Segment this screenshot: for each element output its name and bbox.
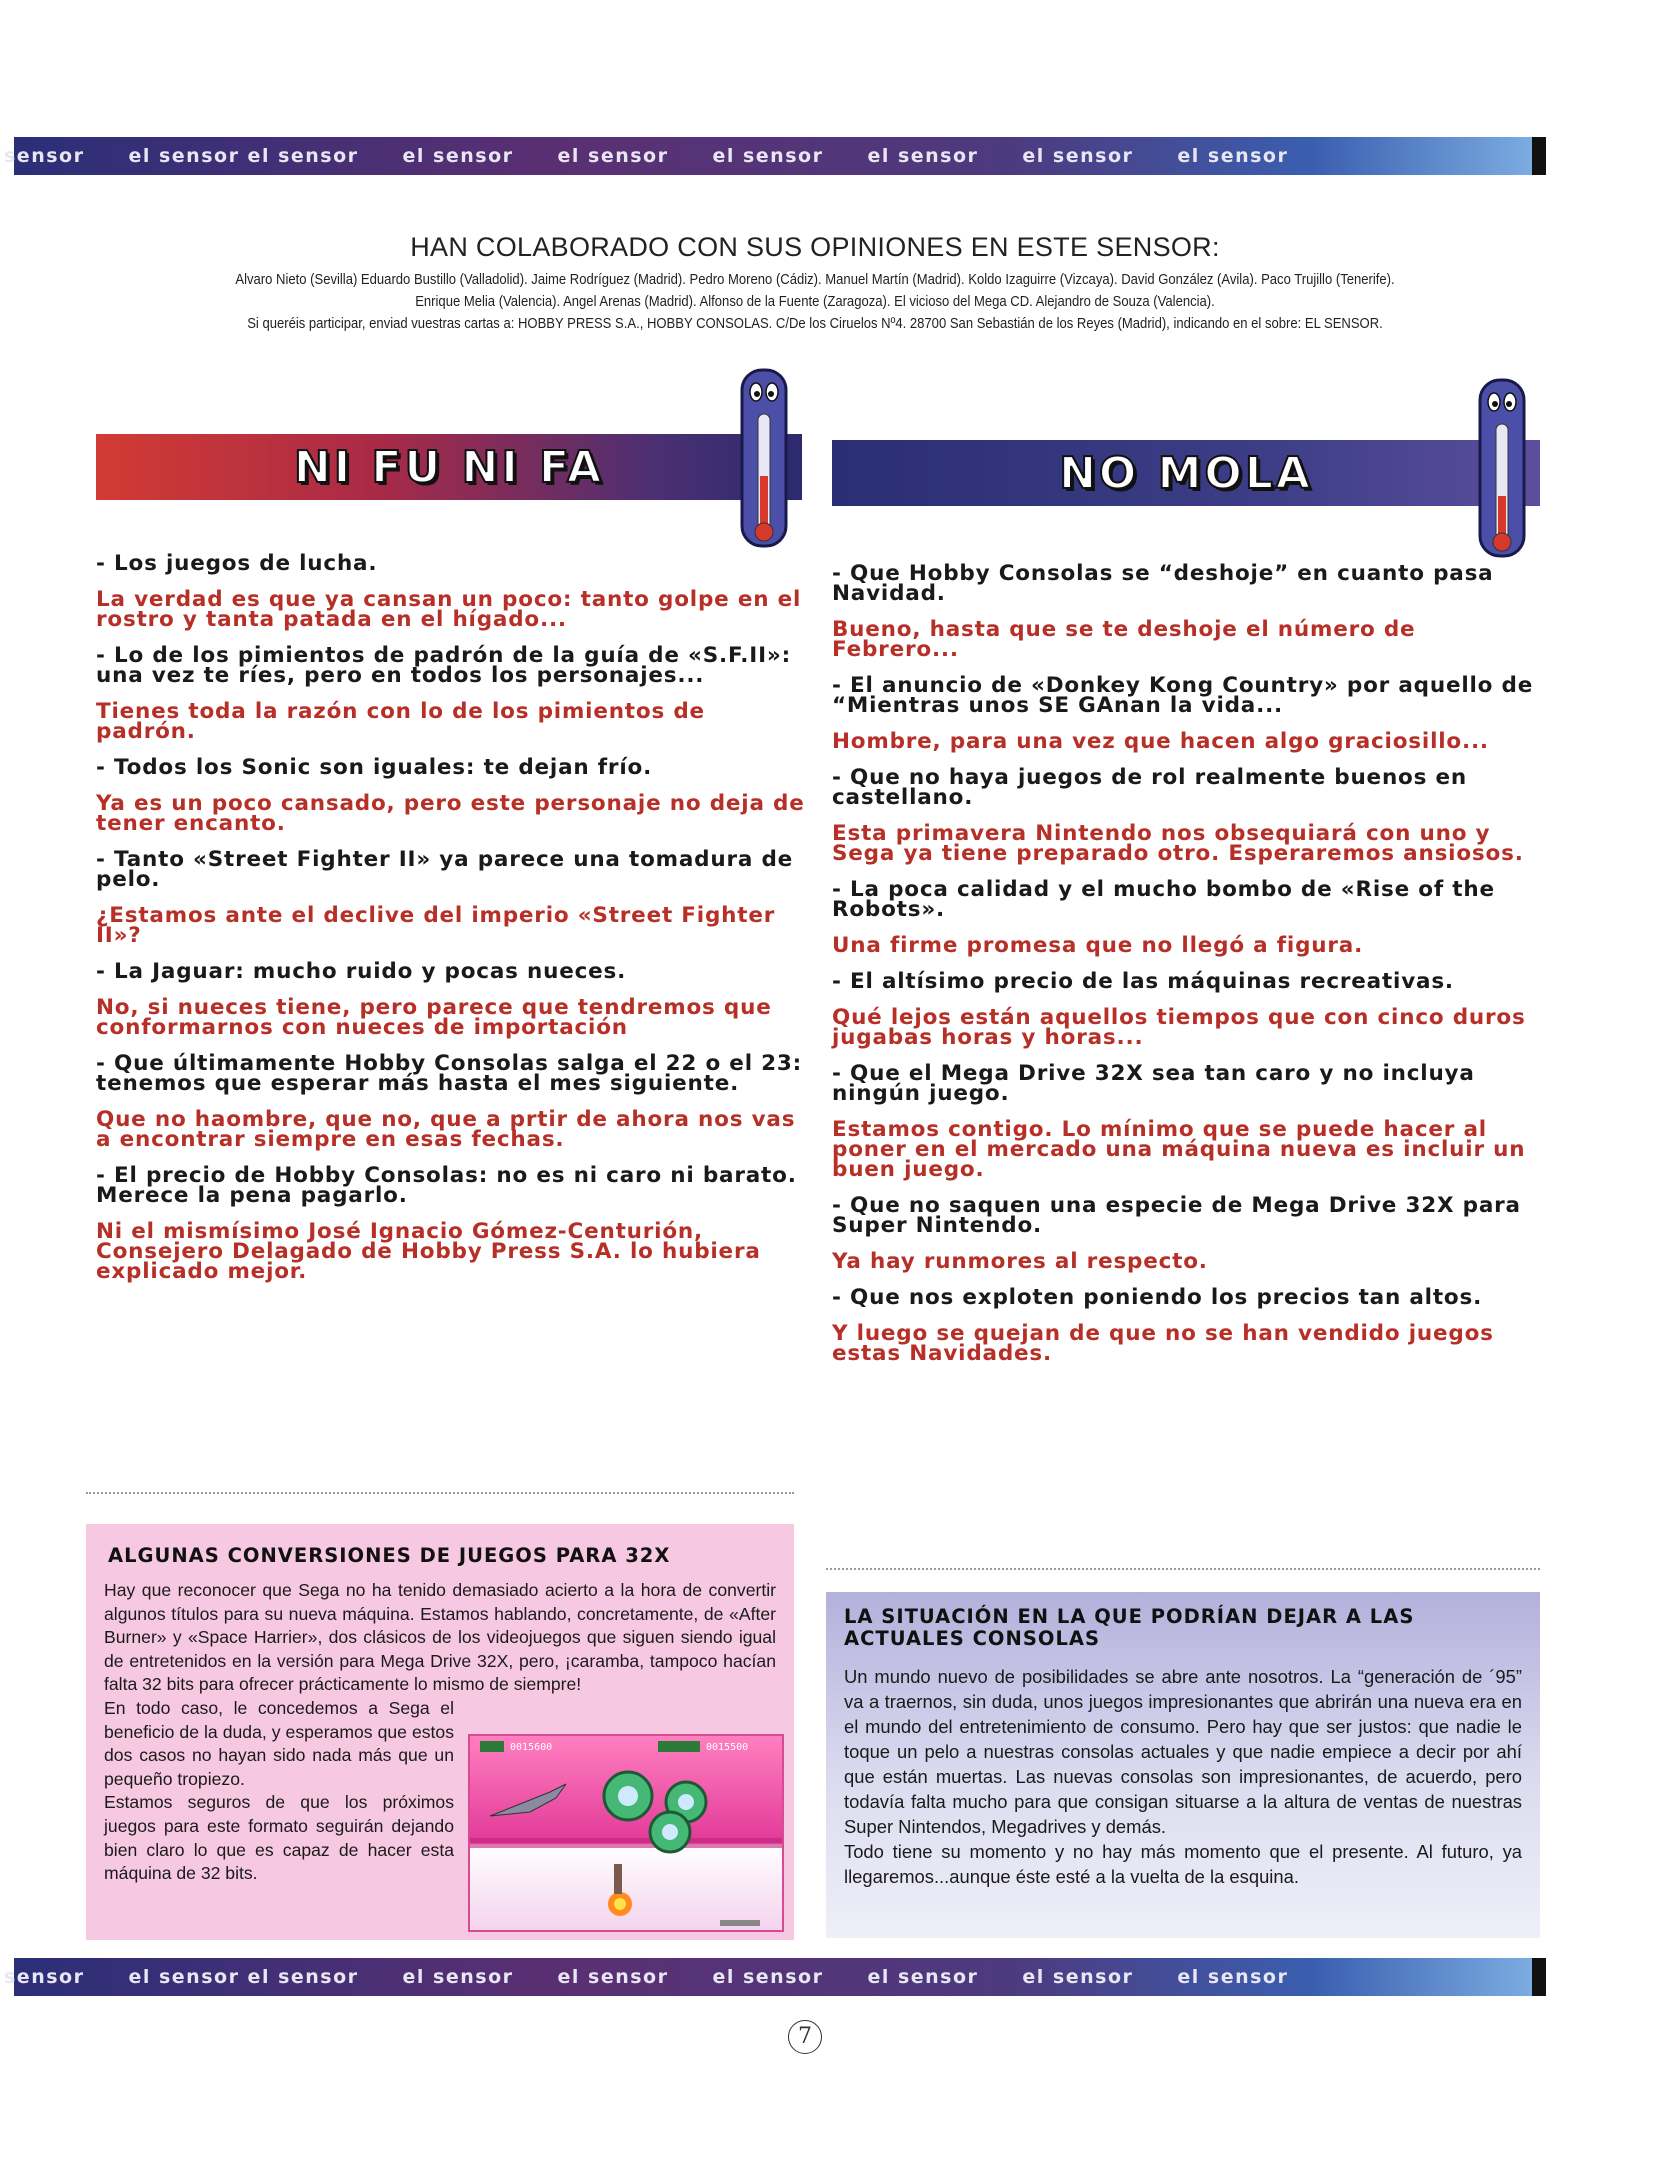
- banner-word: el sensor: [1022, 1966, 1134, 1988]
- editor-reply: ¿Estamos ante el declive del imperio «Street Fighter II»?: [96, 903, 776, 948]
- editor-reply: Que no haombre, que no, que a prtir de ahora nos vas a encontrar siempre en esas fechas.: [96, 1107, 796, 1152]
- banner-word: el sensor: [867, 1966, 979, 1988]
- no-mola-column: [832, 561, 1542, 1380]
- box-paragraph: Un mundo nuevo de posibilidades se abre ante nosotros. La “generación de ´95” va a traernos, sin duda, unos juegos impresionantes que abrirán una nueva era en el mundo del entretenimiento de consumo. Pero hay que ser justos: que nadie le toque un pelo a nuestras consolas actuales y que nadie empiece a decir por ahí que están muertas. Las nuevas consolas son impresionantes, de acuerdo, pero todavía falta mucho para que consigan situarse a la altura de ventas de nuestras Super Nintendos, Megadrives y demás.: [844, 1666, 1522, 1837]
- opinion-text: - El altísimo precio de las máquinas recreativas.: [832, 969, 1454, 994]
- opinion-text: - El anuncio de «Donkey Kong Country» por aquello de “Mientras unos SE GAnan la vida...: [832, 673, 1534, 718]
- banner-word: el sensor: [712, 145, 824, 167]
- opinion-text: - Que últimamente Hobby Consolas salga el 22 o el 23: tenemos que esperar más hasta el mes siguiente.: [96, 1051, 803, 1096]
- opinion-text: - Que no saquen una especie de Mega Drive 32X para Super Nintendo.: [832, 1193, 1521, 1238]
- opinion-text: - La Jaguar: mucho ruido y pocas nueces.: [96, 959, 627, 984]
- banner-end-block: [1532, 137, 1546, 175]
- section-heading: NO MOLA: [1059, 447, 1313, 499]
- editor-reply: Estamos contigo. Lo mínimo que se puede hacer al poner en el mercado una máquina nueva es incluir un buen juego.: [832, 1117, 1526, 1182]
- hud-score-left: 0015600: [510, 1742, 553, 1753]
- opinion-text: - Que no haya juegos de rol realmente buenos en castellano.: [832, 765, 1467, 810]
- banner-word: sensor: [4, 145, 85, 167]
- editor-reply: Ni el mismísimo José Ignacio Gómez-Centurión, Consejero Delagado de Hobby Press S.A. lo hubiera explicado mejor.: [96, 1219, 761, 1284]
- dotted-divider: [86, 1492, 794, 1494]
- credits-title: HAN COLABORADO CON SUS OPINIONES EN ESTE SENSOR:: [410, 232, 1220, 262]
- banner-word: sensor: [4, 1966, 85, 1988]
- box-paragraph: Hay que reconocer que Sega no ha tenido demasiado acierto a la hora de convertir algunos títulos para su nueva máquina. Estamos hablando, concretamente, de «After Burner» y «Space Harrier», dos clásicos de los videojuegos que siguen siendo igual de entretenidos en la versión para Mega Drive 32X, pero, ¡caramba, tampoco hacían falta 32 bits para ofrecer prácticamente lo mismo de siempre!: [104, 1580, 776, 1695]
- banner-end-block: [1532, 1958, 1546, 1996]
- hud-badge: [480, 1741, 504, 1752]
- top-banner: [4, 137, 1544, 175]
- hud-badge: [658, 1741, 700, 1752]
- ni-fu-ni-fa-header: [96, 434, 802, 500]
- editor-reply: Esta primavera Nintendo nos obsequiará con uno y Sega ya tiene preparado otro. Esperaremos ansiosos.: [832, 821, 1524, 866]
- bottom-banner: [4, 1958, 1544, 1996]
- box-title: LA SITUACIÓN EN LA QUE PODRÍAN DEJAR A LAS ACTUALES CONSOLAS: [844, 1605, 1415, 1650]
- editor-reply: Tienes toda la razón con lo de los pimientos de padrón.: [96, 699, 705, 744]
- box-paragraph: Todo tiene su momento y no hay más momento que el presente. Al futuro, ya llegaremos...aunque éste esté a la vuelta de la esquina.: [844, 1841, 1522, 1887]
- box-paragraph: En todo caso, le concedemos a Sega el beneficio de la duda, y esperamos que estos dos casos no hayan sido nada más que un pequeño tropiezo.: [104, 1697, 454, 1789]
- box-body: [844, 1664, 1522, 1889]
- no-mola-header: [832, 440, 1540, 506]
- banner-word: el sensor: [402, 1966, 514, 1988]
- banner-word: el sensor: [402, 145, 514, 167]
- credits-line: Si queréis participar, enviad vuestras cartas a: HOBBY PRESS S.A., HOBBY CONSOLAS. C/De los Ciruelos Nº4. 28700 San Sebastián de los Reyes (Madrid), indicando en el sobre: EL SENSOR.: [247, 315, 1383, 332]
- opinion-text: - Que el Mega Drive 32X sea tan caro y no incluya ningún juego.: [832, 1061, 1475, 1106]
- opinion-text: - Todos los Sonic son iguales: te dejan frío.: [96, 755, 653, 780]
- hud-score-right: 0015500: [706, 1742, 749, 1753]
- editor-reply: Una firme promesa que no llegó a figura.: [832, 933, 1364, 958]
- screenshot-art: [470, 1736, 782, 1930]
- editor-reply: Hombre, para una vez que hacen algo graciosillo...: [832, 729, 1489, 754]
- editor-reply: Y luego se quejan de que no se han vendido juegos estas Navidades.: [832, 1321, 1494, 1366]
- opinion-text: - Que nos exploten poniendo los precios tan altos.: [832, 1285, 1483, 1310]
- thermometer-icon: [738, 366, 790, 552]
- banner-word: el sensor: [557, 145, 669, 167]
- opinion-text: - Que Hobby Consolas se “deshoje” en cuanto pasa Navidad.: [832, 561, 1494, 606]
- opinion-text: - El precio de Hobby Consolas: no es ni caro ni barato. Merece la pena pagarlo.: [96, 1163, 797, 1208]
- opinion-text: - Lo de los pimientos de padrón de la guía de «S.F.II»: una vez te ríes, pero en todos los personajes...: [96, 643, 791, 688]
- box-paragraph: Estamos seguros de que los próximos juegos para este formato seguirán dejando bien claro lo que es capaz de hacer esta máquina de 32 bits.: [104, 1792, 454, 1884]
- opinion-text: - La poca calidad y el mucho bombo de «Rise of the Robots».: [832, 877, 1495, 922]
- dotted-divider: [826, 1568, 1540, 1570]
- opinion-text: - Tanto «Street Fighter II» ya parece una tomadura de pelo.: [96, 847, 794, 892]
- banner-word: el sensor el sensor: [128, 145, 359, 167]
- banner-word: el sensor: [1177, 145, 1289, 167]
- thermometer-icon: [1476, 376, 1528, 562]
- credits-block: [80, 232, 1550, 335]
- banner-word: el sensor: [712, 1966, 824, 1988]
- banner-word: el sensor: [867, 145, 979, 167]
- ni-fu-ni-fa-column: [96, 551, 806, 1298]
- opinion-text: - Los juegos de lucha.: [96, 551, 378, 576]
- banner-word: el sensor: [1022, 145, 1134, 167]
- banner-word: el sensor: [1177, 1966, 1289, 1988]
- page-number: 7: [788, 2020, 822, 2054]
- box-title: ALGUNAS CONVERSIONES DE JUEGOS PARA 32X: [108, 1544, 671, 1567]
- situacion-box: [826, 1592, 1540, 1938]
- section-heading: NI FU NI FA: [293, 441, 605, 493]
- editor-reply: Ya es un poco cansado, pero este personaje no deja de tener encanto.: [96, 791, 805, 836]
- banner-word: el sensor: [557, 1966, 669, 1988]
- editor-reply: Ya hay runmores al respecto.: [832, 1249, 1208, 1274]
- editor-reply: No, si nueces tiene, pero parece que tendremos que conformarnos con nueces de importación: [96, 995, 772, 1040]
- banner-word: el sensor el sensor: [128, 1966, 359, 1988]
- credits-line: Alvaro Nieto (Sevilla) Eduardo Bustillo (Valladolid). Jaime Rodríguez (Madrid). Pedro Moreno (Cádiz). Manuel Martín (Madrid). Koldo Izaguirre (Vizcaya). David González (Avila). Paco Trujillo (Tenerife).: [235, 271, 1395, 288]
- editor-reply: La verdad es que ya cansan un poco: tanto golpe en el rostro y tanta patada en el hígado...: [96, 587, 802, 632]
- editor-reply: Qué lejos están aquellos tiempos que con cinco duros jugabas horas y horas...: [832, 1005, 1526, 1050]
- credits-line: Enrique Melia (Valencia). Angel Arenas (Madrid). Alfonso de la Fuente (Zaragoza). El vicioso del Mega CD. Alejandro de Souza (Valencia).: [415, 293, 1215, 310]
- editor-reply: Bueno, hasta que se te deshoje el número de Febrero...: [832, 617, 1416, 662]
- space-harrier-screenshot: [468, 1734, 784, 1932]
